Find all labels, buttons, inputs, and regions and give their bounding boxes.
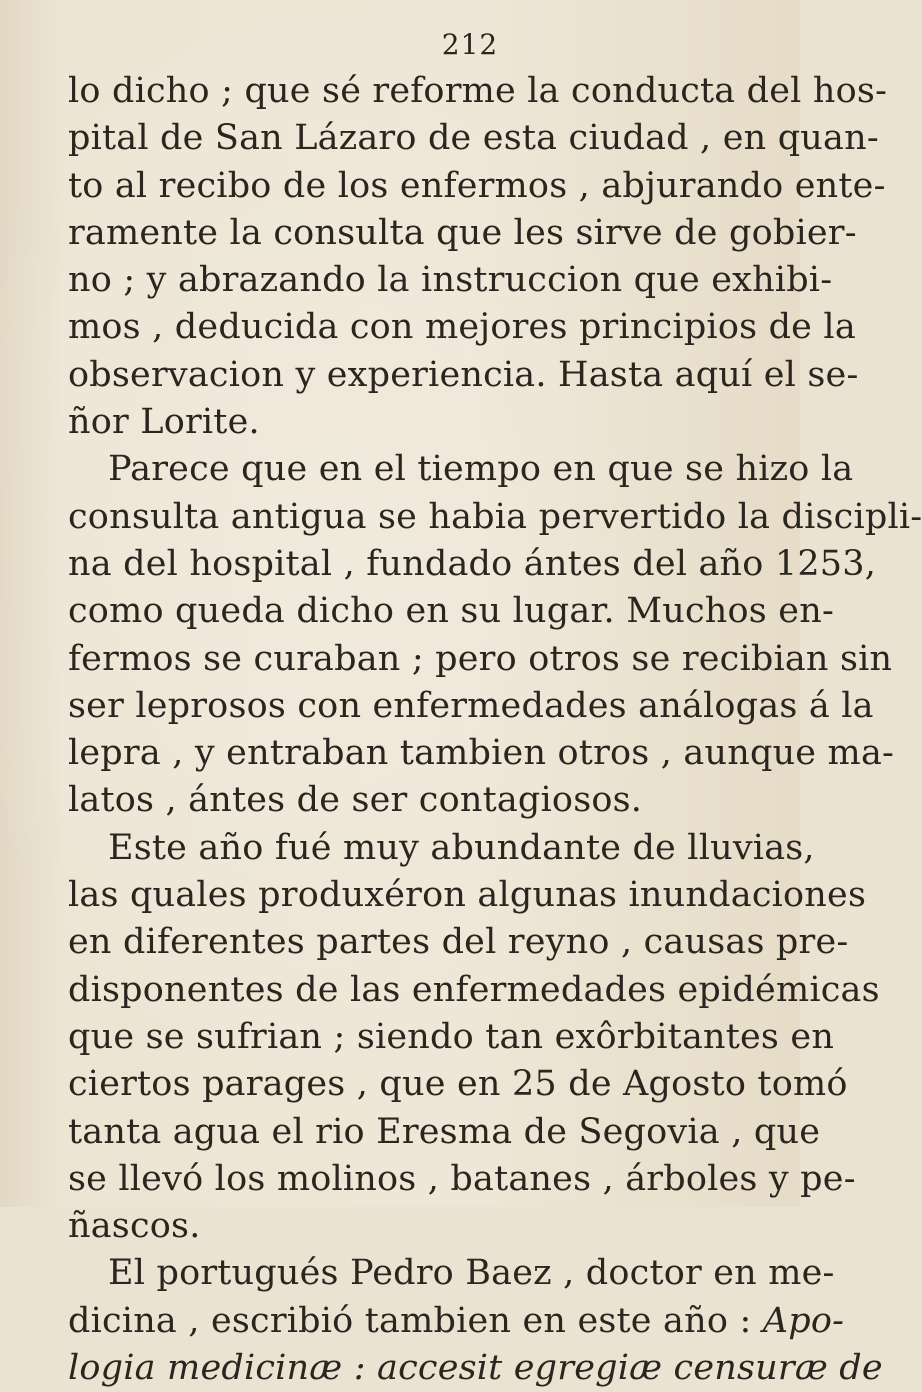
text-line: lo dicho ; que sé reforme la conducta del hos- — [68, 71, 888, 111]
text-line: tanta agua el rio Eresma de Segovia , que — [68, 1111, 821, 1152]
text-line: latos , ántes de ser contagiosos. — [68, 780, 643, 821]
text-line: ser leprosos con enfermedades análogas á la — [68, 685, 874, 726]
text-line: na del hospital , fundado ántes del año 1253, — [68, 543, 877, 584]
text-line: pital de San Lázaro de esta ciudad , en quan- — [68, 118, 879, 159]
text-line: Este año fué muy abundante de lluvias, — [108, 827, 815, 868]
text-line: fermos se curaban ; pero otros se recibian sin — [68, 638, 893, 679]
text-line: no ; y abrazando la instruccion que exhibi- — [68, 260, 833, 301]
text-line: to al recibo de los enfermos , abjurando ente- — [68, 165, 886, 206]
text-line: logia medicinæ : accesit egregiæ censuræ de — [68, 1348, 883, 1389]
text-line: que se sufrian ; siendo tan exôrbitantes en — [68, 1016, 835, 1057]
text-line: ramente la consulta que les sirve de gobier- — [68, 212, 857, 253]
text-line: Parece que en el tiempo en que se hizo la — [108, 449, 854, 490]
text-line: observacion y experiencia. Hasta aquí el se- — [68, 354, 859, 395]
text-line: consulta antigua se habia pervertido la discipli- — [68, 496, 922, 537]
text-line: El portugués Pedro Baez , doctor en me- — [108, 1253, 835, 1294]
page-number: 212 — [441, 28, 499, 61]
text-line: disponentes de las enfermedades epidémicas — [68, 969, 880, 1010]
body-text — [68, 68, 922, 1392]
text-line: lepra , y entraban tambien otros , aunque ma- — [68, 733, 895, 774]
text-line: ñor Lorite. — [68, 402, 260, 443]
text-line: las quales produxéron algunas inundaciones — [68, 875, 867, 916]
text-line: como queda dicho en su lugar. Muchos en- — [68, 591, 834, 632]
text-line: ñascos. — [68, 1206, 201, 1247]
text-line: dicina , escribió tambien en este año : Apo- — [68, 1300, 845, 1341]
text-line: ciertos parages , que en 25 de Agosto tomó — [68, 1064, 848, 1105]
text-line: en diferentes partes del reyno , causas pre- — [68, 922, 849, 963]
text-line: se llevó los molinos , batanes , árboles y pe- — [68, 1158, 856, 1199]
text-line: mos , deducida con mejores principios de la — [68, 307, 856, 348]
